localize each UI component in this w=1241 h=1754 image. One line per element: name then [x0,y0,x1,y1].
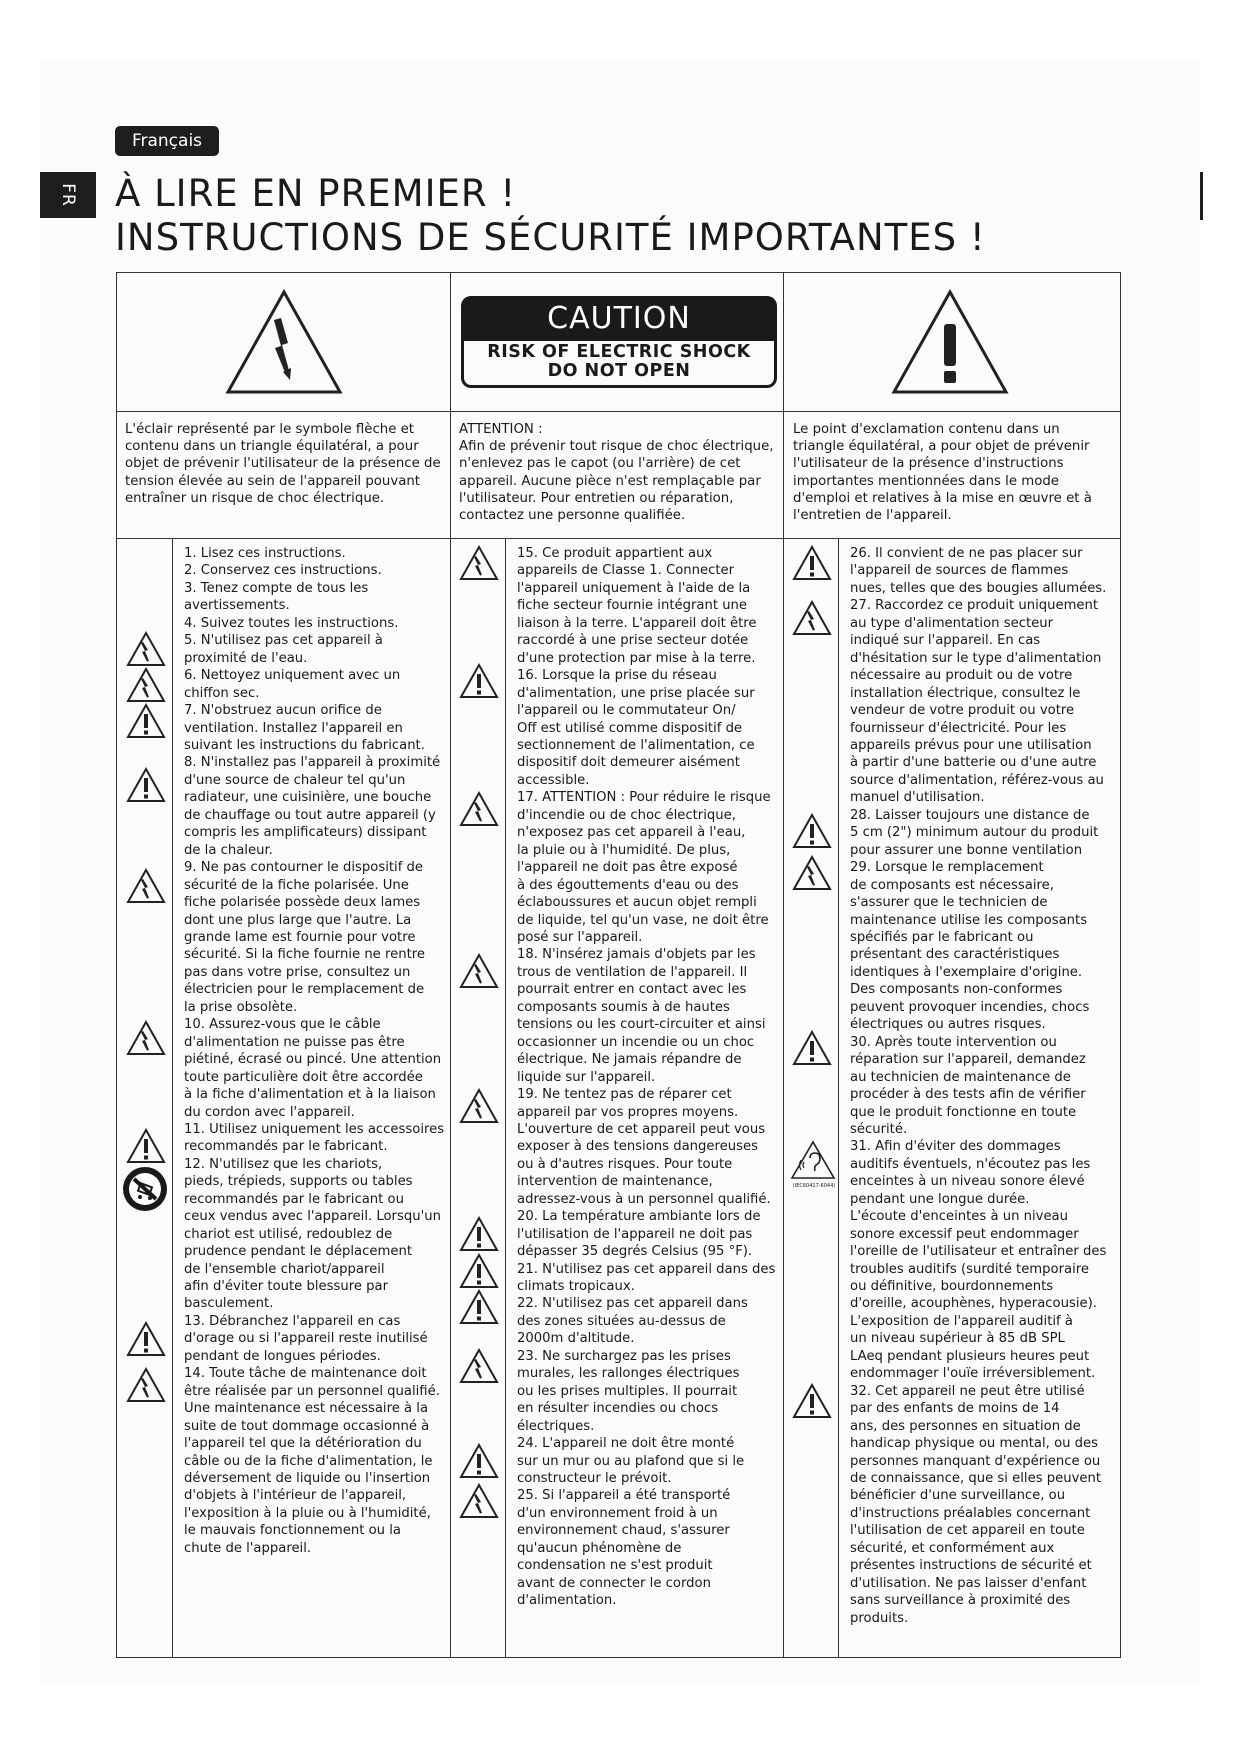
exclamation-icon [126,767,166,803]
exclamation-warning-icon [890,288,1010,396]
instructions-column-2: 15. Ce produit appartient aux appareils de Classe 1. Connecter l'appareil uniquement à l'aide de la fiche secteur fournie intégrant une liaison à la terre. L'appareil doit être raccordé à une prise secteur dotée d'une protection par mise à la terre. 16. Lorsque la prise du réseau d'alimentation, une prise placée sur l'appareil ou le commutateur On/ Off est utilisé comme dispositif de sectionnement de l'alimentation, ce dispositif doit demeurer aisément accessible. 17. ATTENTION : Pour réduire le risque d'incendie ou de choc électrique, n'exposez pas cet appareil à l'eau, la pluie ou à l'humidité. De plus, l'appareil ne doit pas être exposé à des égouttements d'eau ou des éclaboussures et aucun objet rempli de liquide, tel qu'un vase, ne doit être posé sur l'appareil. 18. N'insérez jamais d'objets par les trous de ventilation de l'appareil. Il pourrait entrer en contact avec les composants soumis à de hautes tensions ou les court-circuiter et ainsi occasionner un incendie ou un choc électrique. Ne jamais répandre de liquide sur l'appareil. 19. Ne tentez pas de réparer cet appareil par vos propres moyens. L'ouverture de cet appareil peut vous exposer à des tensions dangereuses ou à d'autres risques. Pour toute intervention de maintenance, adressez-vous à un personnel qualifié. 20. La température ambiante lors de l'utilisation de l'appareil ne doit pas dépasser 35 degrés Celsius (95 °F). 21. N'utilisez pas cet appareil dans des climats tropicaux. 22. N'utilisez pas cet appareil dans des zones situées au-dessus de 2000m d'altitude. 23. Ne surchargez pas les prises murales, les rallonges électriques ou les prises multiples. Il pourrait en résulter incendies ou chocs électriques. 24. L'appareil ne doit être monté sur un mur ou au plafond que si le constructeur le prévoit. 25. Si l'appareil a été transporté d'un environnement froid à un environnement chaud, s'assurer qu'aucun phénomène de condensation ne s'est produit avant de connecter le cordon d'alimentation. [517,546,776,1609]
side-language-tab: FR [40,172,96,218]
safety-table [116,272,1121,1658]
instructions-column-3: 26. Il convient de ne pas placer sur l'appareil de sources de flammes nues, telles que des bougies allumées. 27. Raccordez ce produit uniquement au type d'alimentation secteur indiqué sur l'appareil. En cas d'hésitation sur le type d'alimentation nécessaire au produit ou de votre installation électrique, consultez le vendeur de votre produit ou votre fournisseur d'électricité. Pour les appareils prévus pour une utilisation à partir d'une batterie ou d'une autre source d'alimentation, référez-vous au manuel d'utilisation. 28. Laisser toujours une distance de 5 cm (2") minimum autour du produit pour assurer une bonne ventilation 29. Lorsque le remplacement de composants est nécessaire, s'assurer que le technicien de maintenance utilise les composants spécifiés par le fabricant ou présentant des caractéristiques identiques à l'exemplaire d'origine. Des composants non-conformes peuvent provoquer incendies, chocs électriques ou autres risques. 30. Après toute intervention ou réparation sur l'appareil, demandez au technicien de maintenance de procéder à des tests afin de vérifier que le produit fonctionne en toute sécurité. 31. Afin d'éviter des dommages auditifs éventuels, n'écoutez pas les enceintes à un niveau sonore élevé pendant une longue durée. L'écoute d'enceintes à un niveau sonore excessif peut endommager l'oreille de l'utilisateur et entraîner des troubles auditifs (surdité temporaire ou définitive, bourdonnements d'oreille, acouphènes, hyperacousie). L'exposition de l'appareil auditif à un niveau supérieur à 85 dB SPL LAeq pendant plusieurs heures peut endommager l'ouïe irréversiblement. 32. Cet appareil ne peut être utilisé par des enfants de moins de 14 ans, des personnes en situation de handicap physique ou mental, ou des personnes manquant d'expérience ou de connaissance, que si elles peuvent bénéficier d'une surveillance, ou d'instructions préalables concernant l'utilisation de cet appareil en toute sécurité, et conformément aux présentes instructions de sécurité et d'utilisation. Ne pas laisser d'enfant sans surveillance à proximité des produits. [850,546,1107,1626]
lightning-icon [459,1348,499,1384]
title-line-1: À LIRE EN PREMIER ! [115,172,517,215]
exclamation-icon [792,545,832,581]
exclamation-icon [459,1253,499,1289]
exclamation-icon [459,1289,499,1325]
lightning-icon [459,545,499,581]
exclamation-icon [459,1443,499,1479]
exclamation-icon [792,1030,832,1066]
exclamation-description: Le point d'exclamation contenu dans un triangle équilatéral, a pour objet de prévenir l'utilisateur de la présence d'instructions importantes mentionnées dans le mode d'emploi et relatives à la mise en œuvre et à l'entretien de l'appareil. [793,422,1092,524]
cart-tip-over-icon [121,1165,169,1213]
lightning-icon [459,1483,499,1519]
exclamation-icon [126,1321,166,1357]
exclamation-icon [126,1128,166,1164]
exclamation-icon [792,1383,832,1419]
lightning-icon [459,791,499,827]
right-margin-mark [1200,172,1203,220]
exclamation-icon [459,1216,499,1252]
caution-label [461,296,777,388]
lightning-icon [459,1088,499,1124]
lightning-icon [126,868,166,904]
exclamation-icon [792,813,832,849]
exclamation-icon [459,663,499,699]
language-badge: Français [115,126,219,156]
lightning-icon [459,953,499,989]
lightning-icon [126,631,166,667]
instructions-column-1: 1. Lisez ces instructions. 2. Conservez ces instructions. 3. Tenez compte de tous les avertissements. 4. Suivez toutes les instructions. 5. N'utilisez pas cet appareil à proximité de l'eau. 6. Nettoyez uniquement avec un chiffon sec. 7. N'obstruez aucun orifice de ventilation. Installez l'appareil en suivant les instructions du fabricant. 8. N'installez pas l'appareil à proximité d'une source de chaleur tel qu'un radiateur, une cuisinière, une bouche de chauffage ou tout autre appareil (y compris les amplificateurs) dissipant de la chaleur. 9. Ne pas contourner le dispositif de sécurité de la fiche polarisée. Une fiche polarisée possède deux lames dont une plus large que l'autre. La grande lame est fournie pour votre sécurité. Si la fiche fournie ne rentre pas dans votre prise, consultez un électricien pour le remplacement de la prise obsolète. 10. Assurez-vous que le câble d'alimentation ne puisse pas être piétiné, écrasé ou pincé. Une attention toute particulière doit être accordée à la fiche d'alimentation et à la liaison du cordon avec l'appareil. 11. Utilisez uniquement les accessoires recommandés par le fabricant. 12. N'utilisez que les chariots, pieds, trépieds, supports ou tables recommandés par le fabricant ou ceux vendus avec l'appareil. Lorsqu'un chariot est utilisé, redoublez de prudence pendant le déplacement de l'ensemble chariot/appareil afin d'éviter toute blessure par basculement. 13. Débranchez l'appareil en cas d'orage ou si l'appareil reste inutilisé pendant de longues périodes. 14. Toute tâche de maintenance doit être réalisée par un personnel qualifié. Une maintenance est nécessaire à la suite de tout dommage occasionné à l'appareil tel que la détérioration du câble ou de la fiche d'alimentation, le déversement de liquide ou l'insertion d'objets à l'intérieur de l'appareil, l'exposition à la pluie ou à l'humidité, le mauvais fonctionnement ou la chute de l'appareil. [184,546,445,1556]
hearing-damage-icon [790,1140,836,1188]
title-line-2: INSTRUCTIONS DE SÉCURITÉ IMPORTANTES ! [115,216,986,259]
lightning-icon [126,1367,166,1403]
caution-header: CAUTION [461,296,777,341]
lightning-warning-icon [224,288,344,396]
caution-line-2: DO NOT OPEN [547,361,691,381]
lightning-icon [792,600,832,636]
lightning-icon [792,855,832,891]
lightning-icon [126,667,166,703]
caution-line-1: RISK OF ELECTRIC SHOCK [487,342,751,362]
attention-description: ATTENTION : Afin de prévenir tout risque de choc électrique, n'enlevez pas le capot (ou l'arrière) de cet appareil. Aucune pièce n'est remplaçable par l'utilisateur. Pour entretien ou réparation, contactez une personne qualifiée. [459,422,774,524]
exclamation-icon [126,703,166,739]
lightning-description: L'éclair représenté par le symbole flèche et contenu dans un triangle équilatéral, a pour objet de prévenir l'utilisateur de la présence de tension élevée au sein de l'appareil pouvant entraîner un risque de choc électrique. [125,422,441,506]
page-title [115,172,986,260]
lightning-icon [126,1020,166,1056]
hearing-icon-caption: (IEC60417-6044) [792,1183,836,1189]
